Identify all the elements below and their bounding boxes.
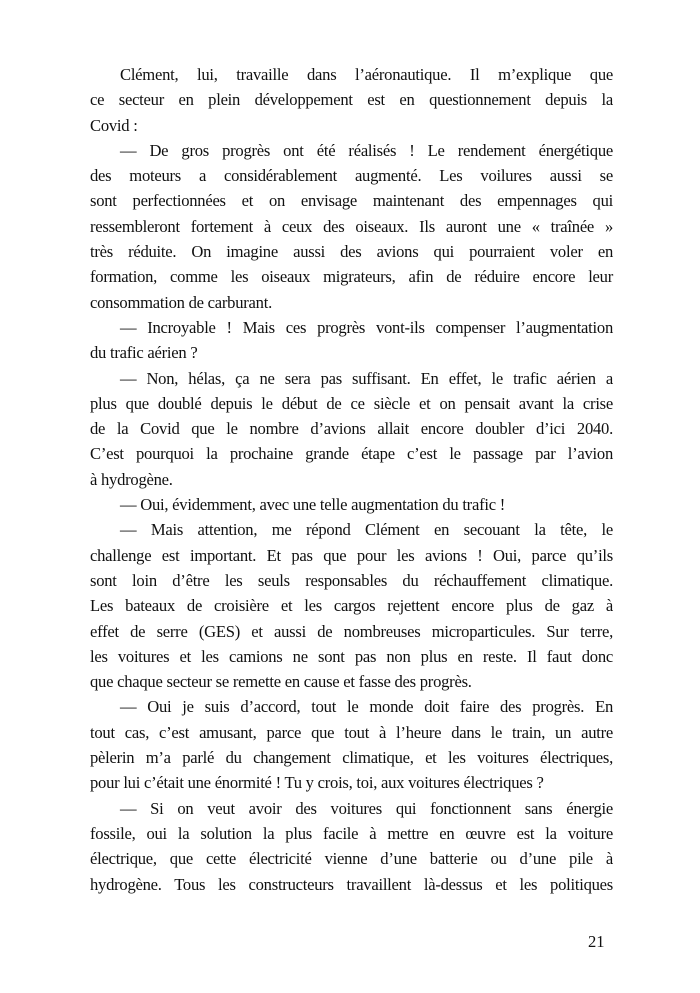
page-number: 21	[588, 932, 605, 951]
paragraph	[90, 517, 613, 694]
text-line: que chaque secteur se remette en cause et fasse des progrès.	[90, 672, 472, 692]
body-text	[90, 62, 613, 897]
text-line: — De gros progrès ont été réalisés ! Le rendement énergétique	[120, 140, 613, 160]
text-line: Clément, lui, travaille dans l’aéronautique. Il m’explique que	[120, 65, 613, 84]
paragraph	[90, 315, 613, 366]
text-line: pèlerin m’a parlé du changement climatique, et les voitures électriques,	[90, 748, 613, 768]
text-line: effet de serre (GES) et aussi de nombreuses microparticules. Sur terre,	[90, 621, 613, 641]
text-line: — Mais attention, me répond Clément en secouant la tête, le	[120, 520, 613, 540]
text-line: hydrogène. Tous les constructeurs travaillent là-dessus et les politiques	[90, 874, 613, 894]
text-line: électrique, que cette électricité vienne d’une batterie ou d’une pile à	[90, 849, 613, 869]
paragraph	[90, 492, 613, 517]
text-line: pour lui c’était une énormité ! Tu y crois, toi, aux voitures électriques ?	[90, 773, 544, 793]
text-line: fossile, oui la solution la plus facile à mettre en œuvre est la voiture	[90, 823, 613, 843]
text-line: — Oui je suis d’accord, tout le monde doit faire des progrès. En	[120, 697, 613, 717]
text-line: ressembleront fortement à ceux des oiseaux. Ils auront une « traînée »	[90, 216, 613, 236]
text-line: Covid :	[90, 115, 138, 135]
text-line: des moteurs a considérablement augmenté. Les voilures aussi se	[90, 166, 613, 186]
text-line: challenge est important. Et pas que pour les avions ! Oui, parce qu’ils	[90, 545, 613, 565]
text-line: C’est pourquoi la prochaine grande étape c’est le passage par l’avion	[90, 444, 613, 464]
text-line: — Non, hélas, ça ne sera pas suffisant. En effet, le trafic aérien a	[120, 368, 613, 388]
paragraph	[90, 62, 613, 138]
text-line: Les bateaux de croisière et les cargos rejettent encore plus de gaz à	[90, 596, 613, 616]
paragraph	[90, 366, 613, 492]
text-line: du trafic aérien ?	[90, 343, 198, 363]
paragraph	[90, 694, 613, 795]
text-line: — Incroyable ! Mais ces progrès vont-ils compenser l’augmentation	[120, 317, 613, 337]
text-line: plus que doublé depuis le début de ce siècle et on pensait avant la crise	[90, 393, 613, 413]
text-line: de la Covid que le nombre d’avions allait encore doubler d’ici 2040.	[90, 419, 613, 439]
text-line: formation, comme les oiseaux migrateurs, afin de réduire encore leur	[90, 267, 613, 287]
text-line: — Oui, évidemment, avec une telle augmentation du trafic !	[120, 495, 505, 515]
text-line: sont loin d’être les seuls responsables du réchauffement climatique.	[90, 570, 613, 590]
text-line: — Si on veut avoir des voitures qui fonctionnent sans énergie	[120, 798, 613, 818]
text-line: ce secteur en plein développement est en questionnement depuis la	[90, 90, 613, 110]
text-line: à hydrogène.	[90, 469, 173, 489]
text-line: très réduite. On imagine aussi des avions qui pourraient voler en	[90, 242, 613, 262]
paragraph	[90, 138, 613, 315]
text-line: sont perfectionnées et on envisage maintenant des empennages qui	[90, 191, 613, 211]
paragraph	[90, 796, 613, 897]
text-line: tout cas, c’est amusant, parce que tout à l’heure dans le train, un autre	[90, 722, 613, 742]
text-line: les voitures et les camions ne sont pas non plus en reste. Il faut donc	[90, 646, 613, 666]
text-line: consommation de carburant.	[90, 292, 272, 312]
